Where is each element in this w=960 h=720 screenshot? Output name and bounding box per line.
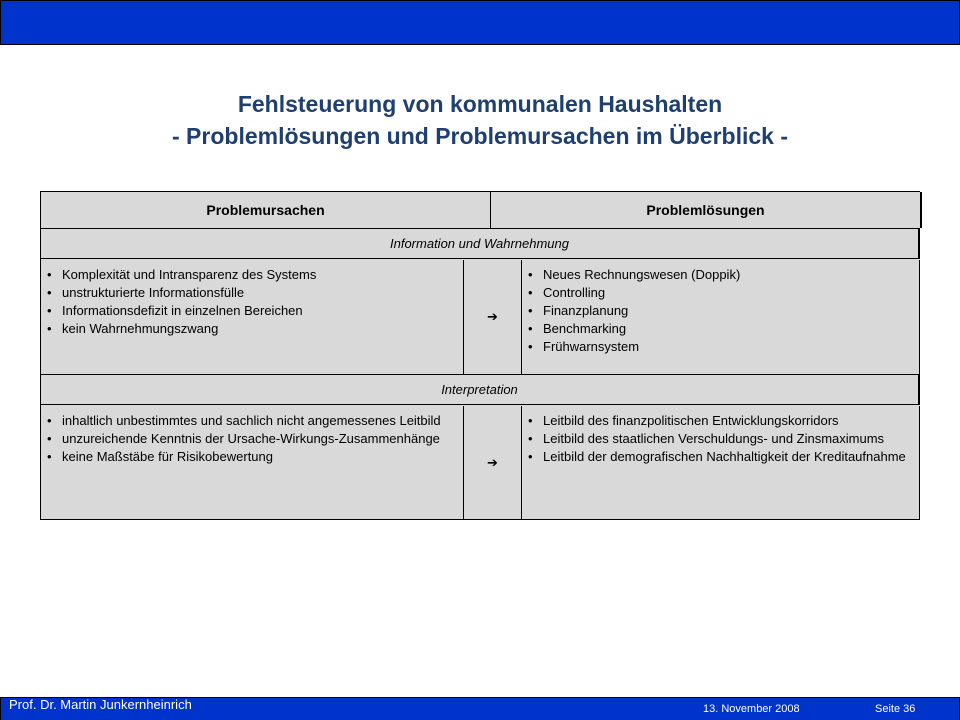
title-line-2: - Problemlösungen und Problemursachen im Überblick - bbox=[172, 123, 788, 149]
causes-list-information bbox=[47, 266, 463, 338]
arrow-cell-information bbox=[464, 260, 522, 374]
header-causes: Problemursachen bbox=[41, 192, 491, 228]
list-item: • kein Wahrnehmungszwang bbox=[47, 320, 463, 338]
header-solutions: Problemlösungen bbox=[491, 192, 922, 228]
solutions-list-information bbox=[528, 266, 919, 356]
list-item: • Finanzplanung bbox=[528, 302, 919, 320]
solutions-cell-information bbox=[522, 260, 920, 374]
list-item: • Komplexität und Intransparenz des Systems bbox=[47, 266, 463, 284]
list-item: • keine Maßstäbe für Risikobewertung bbox=[47, 448, 463, 466]
list-item: • unstrukturierte Informationsfülle bbox=[47, 284, 463, 302]
slide-title bbox=[0, 88, 960, 152]
section-row-information bbox=[41, 260, 920, 374]
list-item: • Leitbild des staatlichen Verschuldungs- und Zinsmaximums bbox=[528, 430, 919, 448]
causes-cell-information bbox=[41, 260, 464, 374]
solutions-list-interpretation bbox=[528, 412, 919, 466]
footer-author: Prof. Dr. Martin Junkernheinrich bbox=[9, 697, 192, 712]
footer-date: 13. November 2008 bbox=[703, 703, 800, 715]
list-item: • Neues Rechnungswesen (Doppik) bbox=[528, 266, 919, 284]
list-item: • Frühwarnsystem bbox=[528, 338, 919, 356]
arrow-cell-interpretation bbox=[464, 406, 522, 520]
section-row-interpretation bbox=[41, 406, 920, 520]
causes-list-interpretation bbox=[47, 412, 463, 466]
list-item: • Benchmarking bbox=[528, 320, 919, 338]
list-item: • Leitbild der demografischen Nachhaltigkeit der Kreditaufnahme bbox=[528, 448, 919, 466]
top-bar bbox=[0, 0, 960, 45]
list-item: • inhaltlich unbestimmtes und sachlich nicht angemessenes Leitbild bbox=[47, 412, 463, 430]
table-header-row bbox=[41, 192, 920, 229]
overview-table bbox=[40, 191, 920, 520]
section-label-information: Information und Wahrnehmung bbox=[41, 229, 920, 259]
list-item: • unzureichende Kenntnis der Ursache-Wirkungs-Zusammenhänge bbox=[47, 430, 463, 448]
list-item: • Leitbild des finanzpolitischen Entwicklungskorridors bbox=[528, 412, 919, 430]
section-label-interpretation: Interpretation bbox=[41, 374, 920, 405]
solutions-cell-interpretation bbox=[522, 406, 920, 520]
causes-cell-interpretation bbox=[41, 406, 464, 520]
list-item: • Informationsdefizit in einzelnen Bereichen bbox=[47, 302, 463, 320]
list-item: • Controlling bbox=[528, 284, 919, 302]
footer-page-number: Seite 36 bbox=[875, 703, 916, 715]
title-line-1: Fehlsteuerung von kommunalen Haushalten bbox=[237, 91, 723, 117]
arrow-right-icon: ➔ bbox=[487, 455, 498, 470]
arrow-right-icon: ➔ bbox=[487, 309, 498, 324]
